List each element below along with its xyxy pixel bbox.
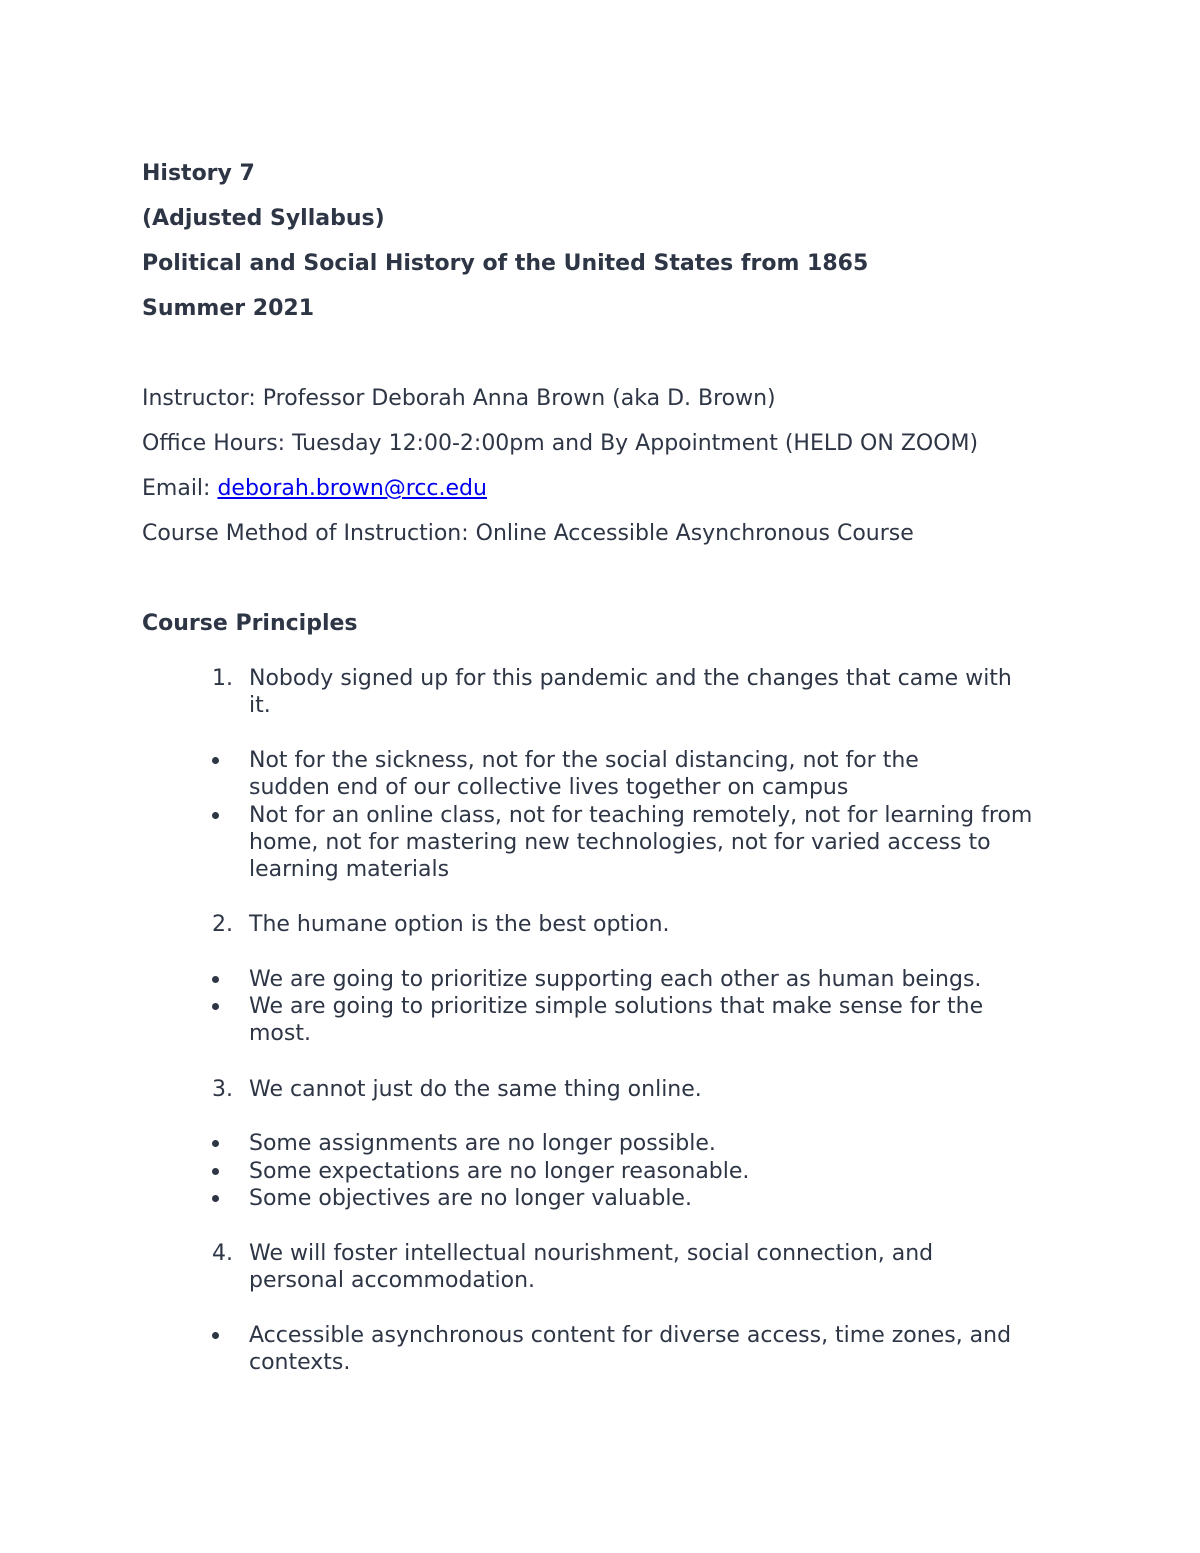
bullet-item: Accessible asynchronous content for diverse access, time zones, and contexts. (249, 1323, 1012, 1375)
list-number: 3. (212, 1077, 233, 1102)
list-item: We will foster intellectual nourishment, social connection, and personal accommodation. (249, 1241, 934, 1293)
bullet-item: Not for an online class, not for teaching remotely, not for learning from home, not for mastering new technologies, not for varied access to learning materials (249, 803, 1033, 882)
email-line (142, 475, 487, 502)
bullet-icon (212, 1332, 219, 1339)
bullet-icon (212, 1195, 219, 1202)
bullet-icon (212, 1140, 219, 1147)
instruction-method-line: Course Method of Instruction: Online Accessible Asynchronous Course (142, 521, 914, 546)
list-number: 2. (212, 912, 233, 937)
email-link[interactable]: deborah.brown@rcc.edu (217, 476, 487, 501)
email-label: Email: (142, 476, 218, 501)
bullet-icon (212, 1168, 219, 1175)
list-number: 1. (212, 666, 233, 691)
bullet-icon (212, 1003, 219, 1010)
course-title: Political and Social History of the United States from 1865 (142, 251, 869, 276)
bullet-item: Some expectations are no longer reasonable. (249, 1159, 750, 1184)
bullet-icon (212, 757, 219, 764)
principles-heading: Course Principles (142, 611, 358, 636)
bullet-icon (212, 812, 219, 819)
bullet-item: Some objectives are no longer valuable. (249, 1186, 692, 1211)
course-code: History 7 (142, 161, 255, 186)
list-item: The humane option is the best option. (249, 912, 670, 937)
instructor-line: Instructor: Professor Deborah Anna Brown (aka D. Brown) (142, 386, 776, 411)
list-number: 4. (212, 1241, 233, 1266)
bullet-item: Not for the sickness, not for the social distancing, not for the sudden end of our collective lives together on campus (249, 748, 919, 800)
office-hours-line: Office Hours: Tuesday 12:00-2:00pm and By Appointment (HELD ON ZOOM) (142, 431, 979, 456)
bullet-item: Some assignments are no longer possible. (249, 1131, 716, 1156)
bullet-item: We are going to prioritize supporting each other as human beings. (249, 967, 982, 992)
bullet-icon (212, 976, 219, 983)
list-item: We cannot just do the same thing online. (249, 1077, 702, 1102)
course-term: Summer 2021 (142, 296, 315, 321)
bullet-item: We are going to prioritize simple solutions that make sense for the most. (249, 994, 984, 1046)
syllabus-subtitle: (Adjusted Syllabus) (142, 206, 385, 231)
list-item: Nobody signed up for this pandemic and the changes that came with it. (249, 666, 1012, 718)
